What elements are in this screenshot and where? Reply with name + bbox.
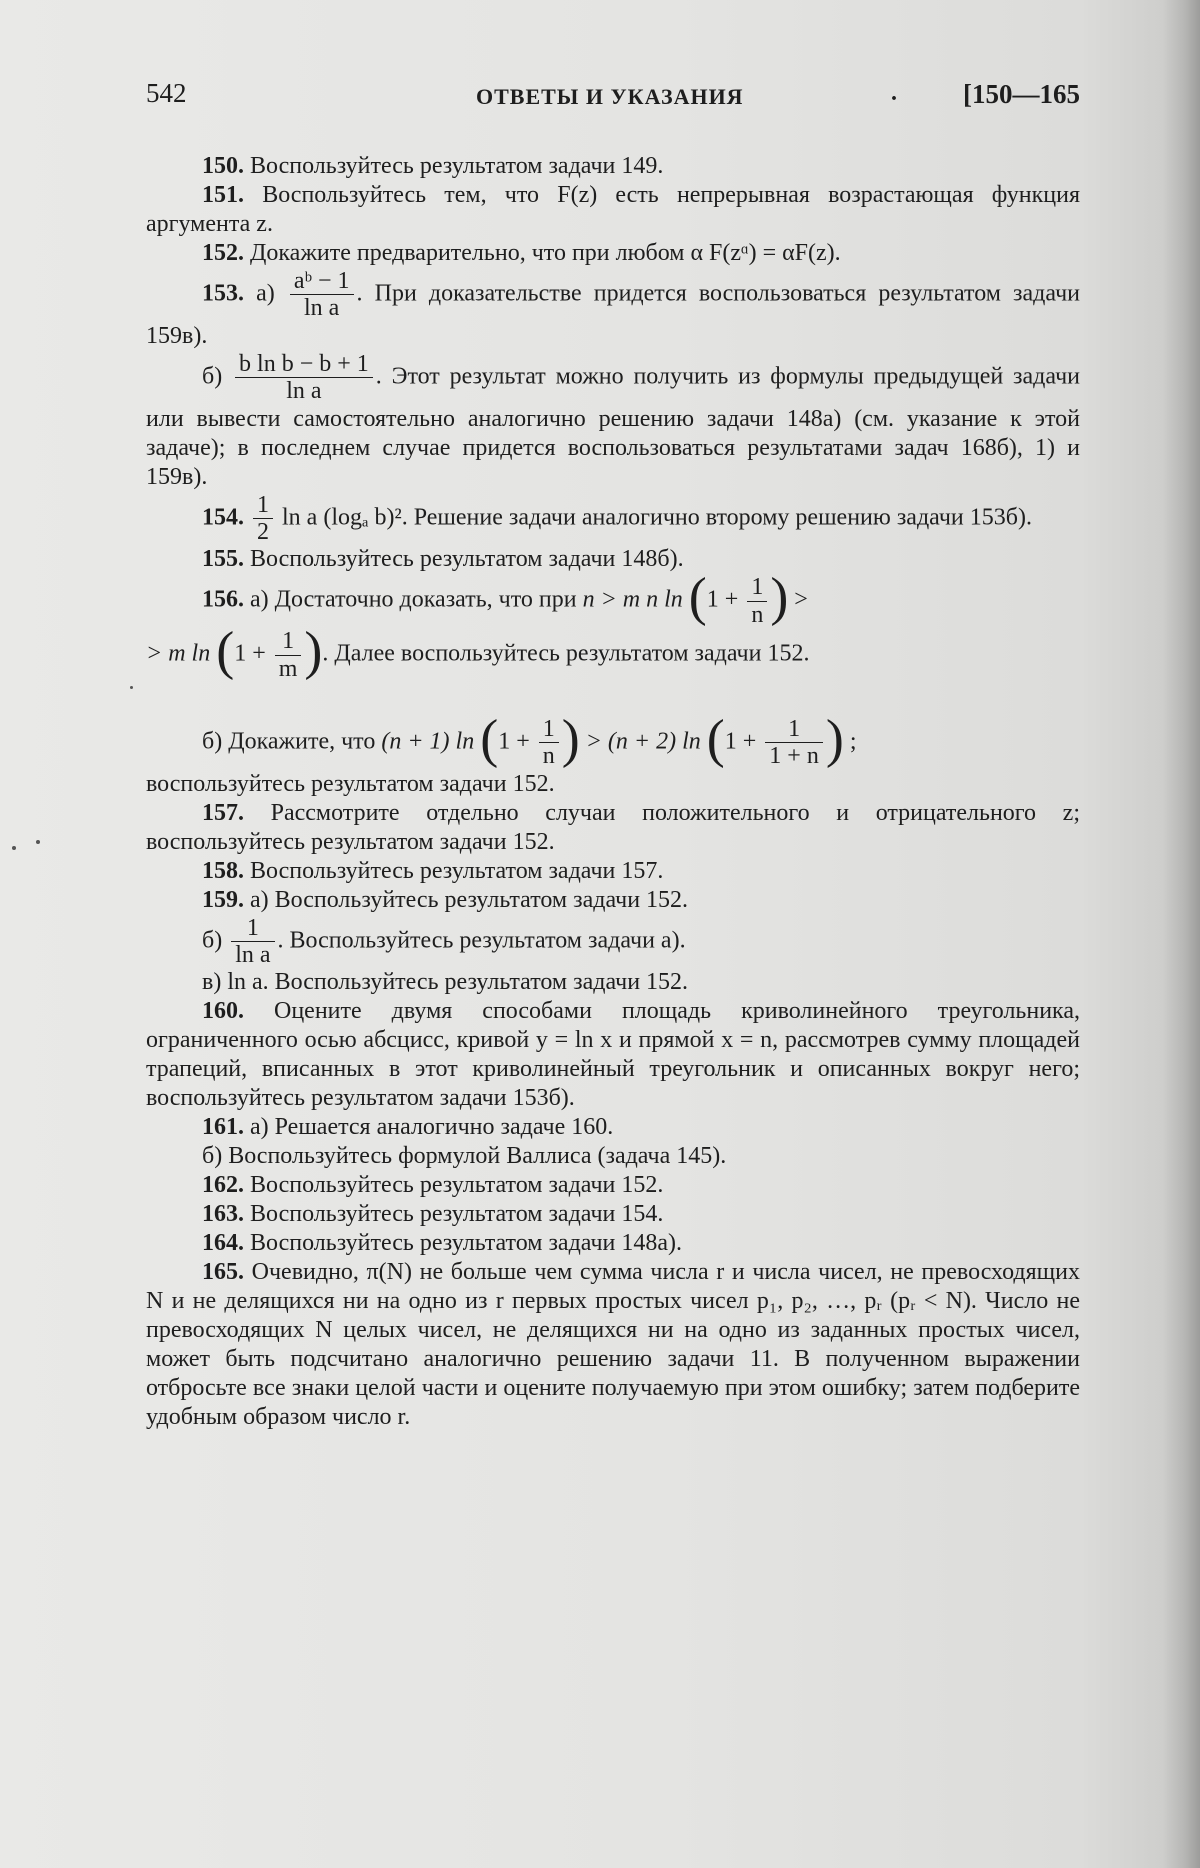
answer-156b-continued: воспользуйтесь результатом задачи 152. — [146, 770, 555, 797]
answer-159c: в) ln a. Воспользуйтесь результатом задачи 152. — [202, 969, 689, 996]
page-spine-shadow — [1162, 0, 1200, 1868]
answer-153b: б) $\frac{\text{b ln b − b + 1}}{\text{ln a}}$ . Этот результат можно получить из формулы предыдущей задачи или вывести самостоятельно аналогично решению задачи 148а) (см. указание к этой задаче); в последнем случае придется воспользоваться результатами задач 168б), 1) и 159в). — [146, 350, 1080, 490]
page-number: 542 — [146, 78, 187, 108]
answer-156a-continued: > m ln (1 + $\frac{1}{m}$ ). Далее воспользуйтесь результатом задачи 152. — [146, 620, 810, 682]
answer-161a: 161. а) Решается аналогично задаче 160. — [202, 1114, 614, 1141]
answer-164: 164. Воспользуйтесь результатом задачи 148а). — [202, 1230, 683, 1257]
answer-158: 158. Воспользуйтесь результатом задачи 157. — [202, 857, 664, 884]
fraction: $\frac{1}{n}$ — [539, 716, 559, 770]
fraction: $\frac{1}{n}$ — [747, 574, 767, 628]
fraction: $\frac{\text{b ln b − b + 1}}{\text{ln a}}$ — [235, 351, 373, 405]
answer-160: 160. Оцените двумя способами площадь криволинейного треугольника, ограниченного осью абсцисс, кривой y = ln x и прямой x = n, рассмотрев сумму площадей трапеций, вписанных в этот криволинейный треугольник и описанных вокруг него; воспользуйтесь результатом задачи 153б). — [146, 998, 1080, 1112]
answer-154: 154. $\frac{1}{2}$ ln a (logₐ b)². Решение задачи аналогично второму решению задачи 153б). — [202, 491, 1032, 545]
scan-speck — [130, 686, 133, 689]
answer-159a: 159. а) Воспользуйтесь результатом задачи 152. — [202, 886, 689, 913]
fraction: $\frac{1}{\text{ln a}}$ — [231, 915, 274, 969]
fraction: $\frac{1}{2}$ — [253, 492, 273, 546]
answer-150: 150. Воспользуйтесь результатом задачи 149. — [202, 153, 664, 179]
answer-152: 152. Докажите предварительно, что при любом α F(zᵅ) = αF(z). — [202, 240, 841, 266]
answer-163: 163. Воспользуйтесь результатом задачи 154. — [202, 1201, 664, 1228]
answer-151: 151. Воспользуйтесь тем, что F(z) есть непрерывная возрастающая функция аргумента z. — [146, 182, 1080, 237]
answer-161b: б) Воспользуйтесь формулой Валлиса (задача 145). — [202, 1143, 727, 1170]
fraction: $\frac{\text{aᵇ − 1}}{\text{ln a}}$ — [290, 268, 354, 322]
answer-157: 157. Рассмотрите отдельно случаи положительного и отрицательного z; воспользуйтесь результатом задачи 152. — [146, 799, 1080, 855]
fraction: $\frac{1}{1 + n}$ — [765, 716, 823, 770]
answer-155: 155. Воспользуйтесь результатом задачи 148б). — [202, 546, 684, 573]
answer-153a: 153. а) $\frac{\text{aᵇ − 1}}{\text{ln a}}$ . При доказательстве придется воспользоваться результатом задачи 159в). — [146, 268, 1080, 349]
running-title: ОТВЕТЫ И УКАЗАНИЯ — [476, 84, 744, 109]
answer-156b: б) Докажите, что (n + 1) ln (1 + $\frac{1}{n}$ ) > (n + 2) ln (1 + $\frac{1}{1 + n}$ ) ; — [202, 708, 857, 770]
answer-162: 162. Воспользуйтесь результатом задачи 152. — [202, 1172, 664, 1199]
problem-range: [150—165 — [963, 79, 1080, 109]
scan-speck — [12, 846, 16, 850]
answers-text — [146, 152, 1080, 1432]
answer-159b: б) $\frac{1}{\text{ln a}}$ . Воспользуйтесь результатом задачи а). — [202, 914, 686, 969]
answer-165: 165. Очевидно, π(N) не больше чем сумма числа r и числа чисел, не превосходящих N и не делящихся ни на одно из r первых простых чисел p₁, p₂, …, pᵣ (pᵣ < N). Число не превосходящих N целых чисел, не делящихся ни на одно из заданных простых чисел, может быть подсчитано аналогично решению задачи 11. В полученном выражении отбросьте все знаки целой части и оцените получаемую при этом ошибку; затем подберите удобным образом число r. — [146, 1259, 1080, 1431]
header-dot: . — [891, 80, 897, 106]
fraction: $\frac{1}{m}$ — [275, 628, 302, 682]
answer-156a: 156. а) Достаточно доказать, что при n > m n ln (1 + $\frac{1}{n}$ ) > — [202, 566, 808, 628]
scan-speck — [36, 840, 40, 844]
running-header — [146, 78, 1080, 118]
